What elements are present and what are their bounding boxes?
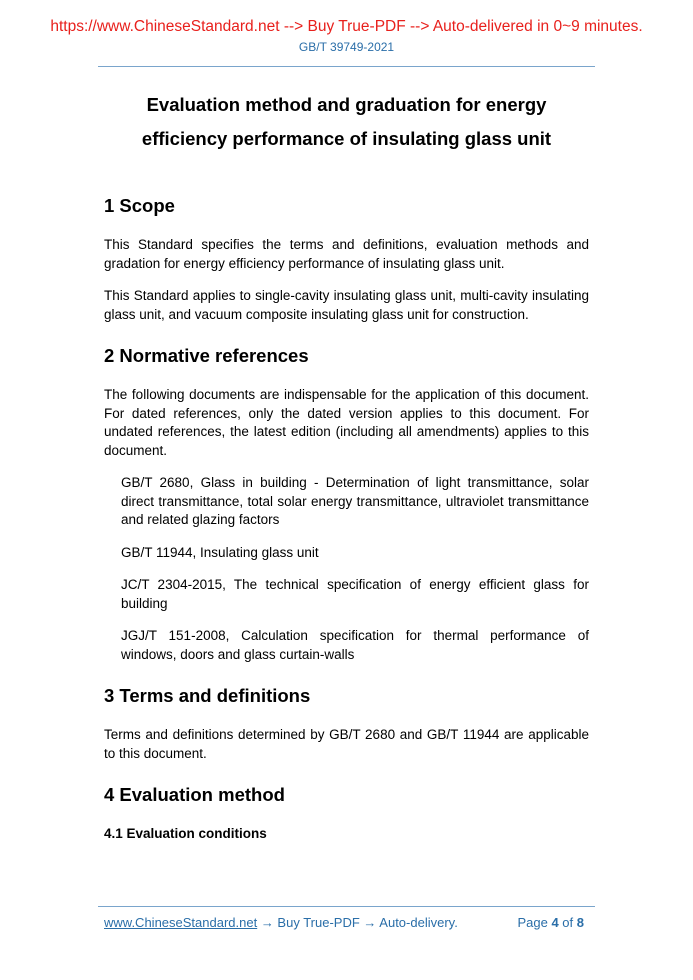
- title-line-1: Evaluation method and graduation for energy: [146, 94, 547, 115]
- footer-site-link[interactable]: www.ChineseStandard.net: [104, 915, 258, 930]
- section-heading-scope: 1 Scope: [104, 195, 175, 216]
- title-line-2: efficiency performance of insulating glass unit: [141, 128, 552, 149]
- document-title: [60, 88, 633, 156]
- current-page-number: 4: [551, 915, 559, 930]
- document-body: [104, 194, 589, 843]
- section-heading-terms: 3 Terms and definitions: [104, 685, 311, 706]
- of-label: of: [562, 915, 574, 930]
- reference-item: JGJ/T 151-2008, Calculation specification for thermal performance of windows, doors and glass curtain-walls: [121, 628, 589, 662]
- reference-item: JC/T 2304-2015, The technical specification of energy efficient glass for building: [121, 577, 589, 611]
- scope-paragraph-2: This Standard applies to single-cavity insulating glass unit, multi-cavity insulating glass unit, and vacuum composite insulating glass unit for construction.: [104, 288, 589, 322]
- terms-paragraph: Terms and definitions determined by GB/T 2680 and GB/T 11944 are applicable to this document.: [104, 727, 589, 761]
- section-heading-evaluation: 4 Evaluation method: [104, 784, 285, 805]
- reference-item: GB/T 2680, Glass in building - Determination of light transmittance, solar direct transmittance, total solar energy transmittance, ultraviolet transmittance and related glazing factors: [121, 475, 589, 527]
- total-pages-number: 8: [576, 915, 584, 930]
- footer-divider: [98, 906, 595, 907]
- subsection-heading-evaluation-conditions: 4.1 Evaluation conditions: [104, 826, 267, 841]
- page-indicator: [517, 915, 584, 930]
- standard-number: GB/T 39749-2021: [298, 40, 395, 54]
- reference-item: GB/T 11944, Insulating glass unit: [121, 544, 319, 560]
- promo-banner-link[interactable]: https://www.ChineseStandard.net --> Buy True-PDF --> Auto-delivered in 0~9 minutes.: [50, 18, 643, 35]
- scope-paragraph-1: This Standard specifies the terms and definitions, evaluation methods and gradation for energy efficiency performance of insulating glass unit.: [104, 237, 589, 271]
- header-divider: [98, 66, 595, 67]
- footer-promo-text: → Buy True-PDF → Auto-delivery.: [257, 915, 458, 930]
- page-footer: [104, 915, 588, 930]
- page-label: Page: [517, 915, 548, 930]
- section-heading-normative-references: 2 Normative references: [104, 345, 309, 366]
- normative-intro: The following documents are indispensable for the application of this document. For dated references, only the dated version applies to this document. For undated references, the latest edition (including all amendments) applies to this document.: [104, 387, 589, 458]
